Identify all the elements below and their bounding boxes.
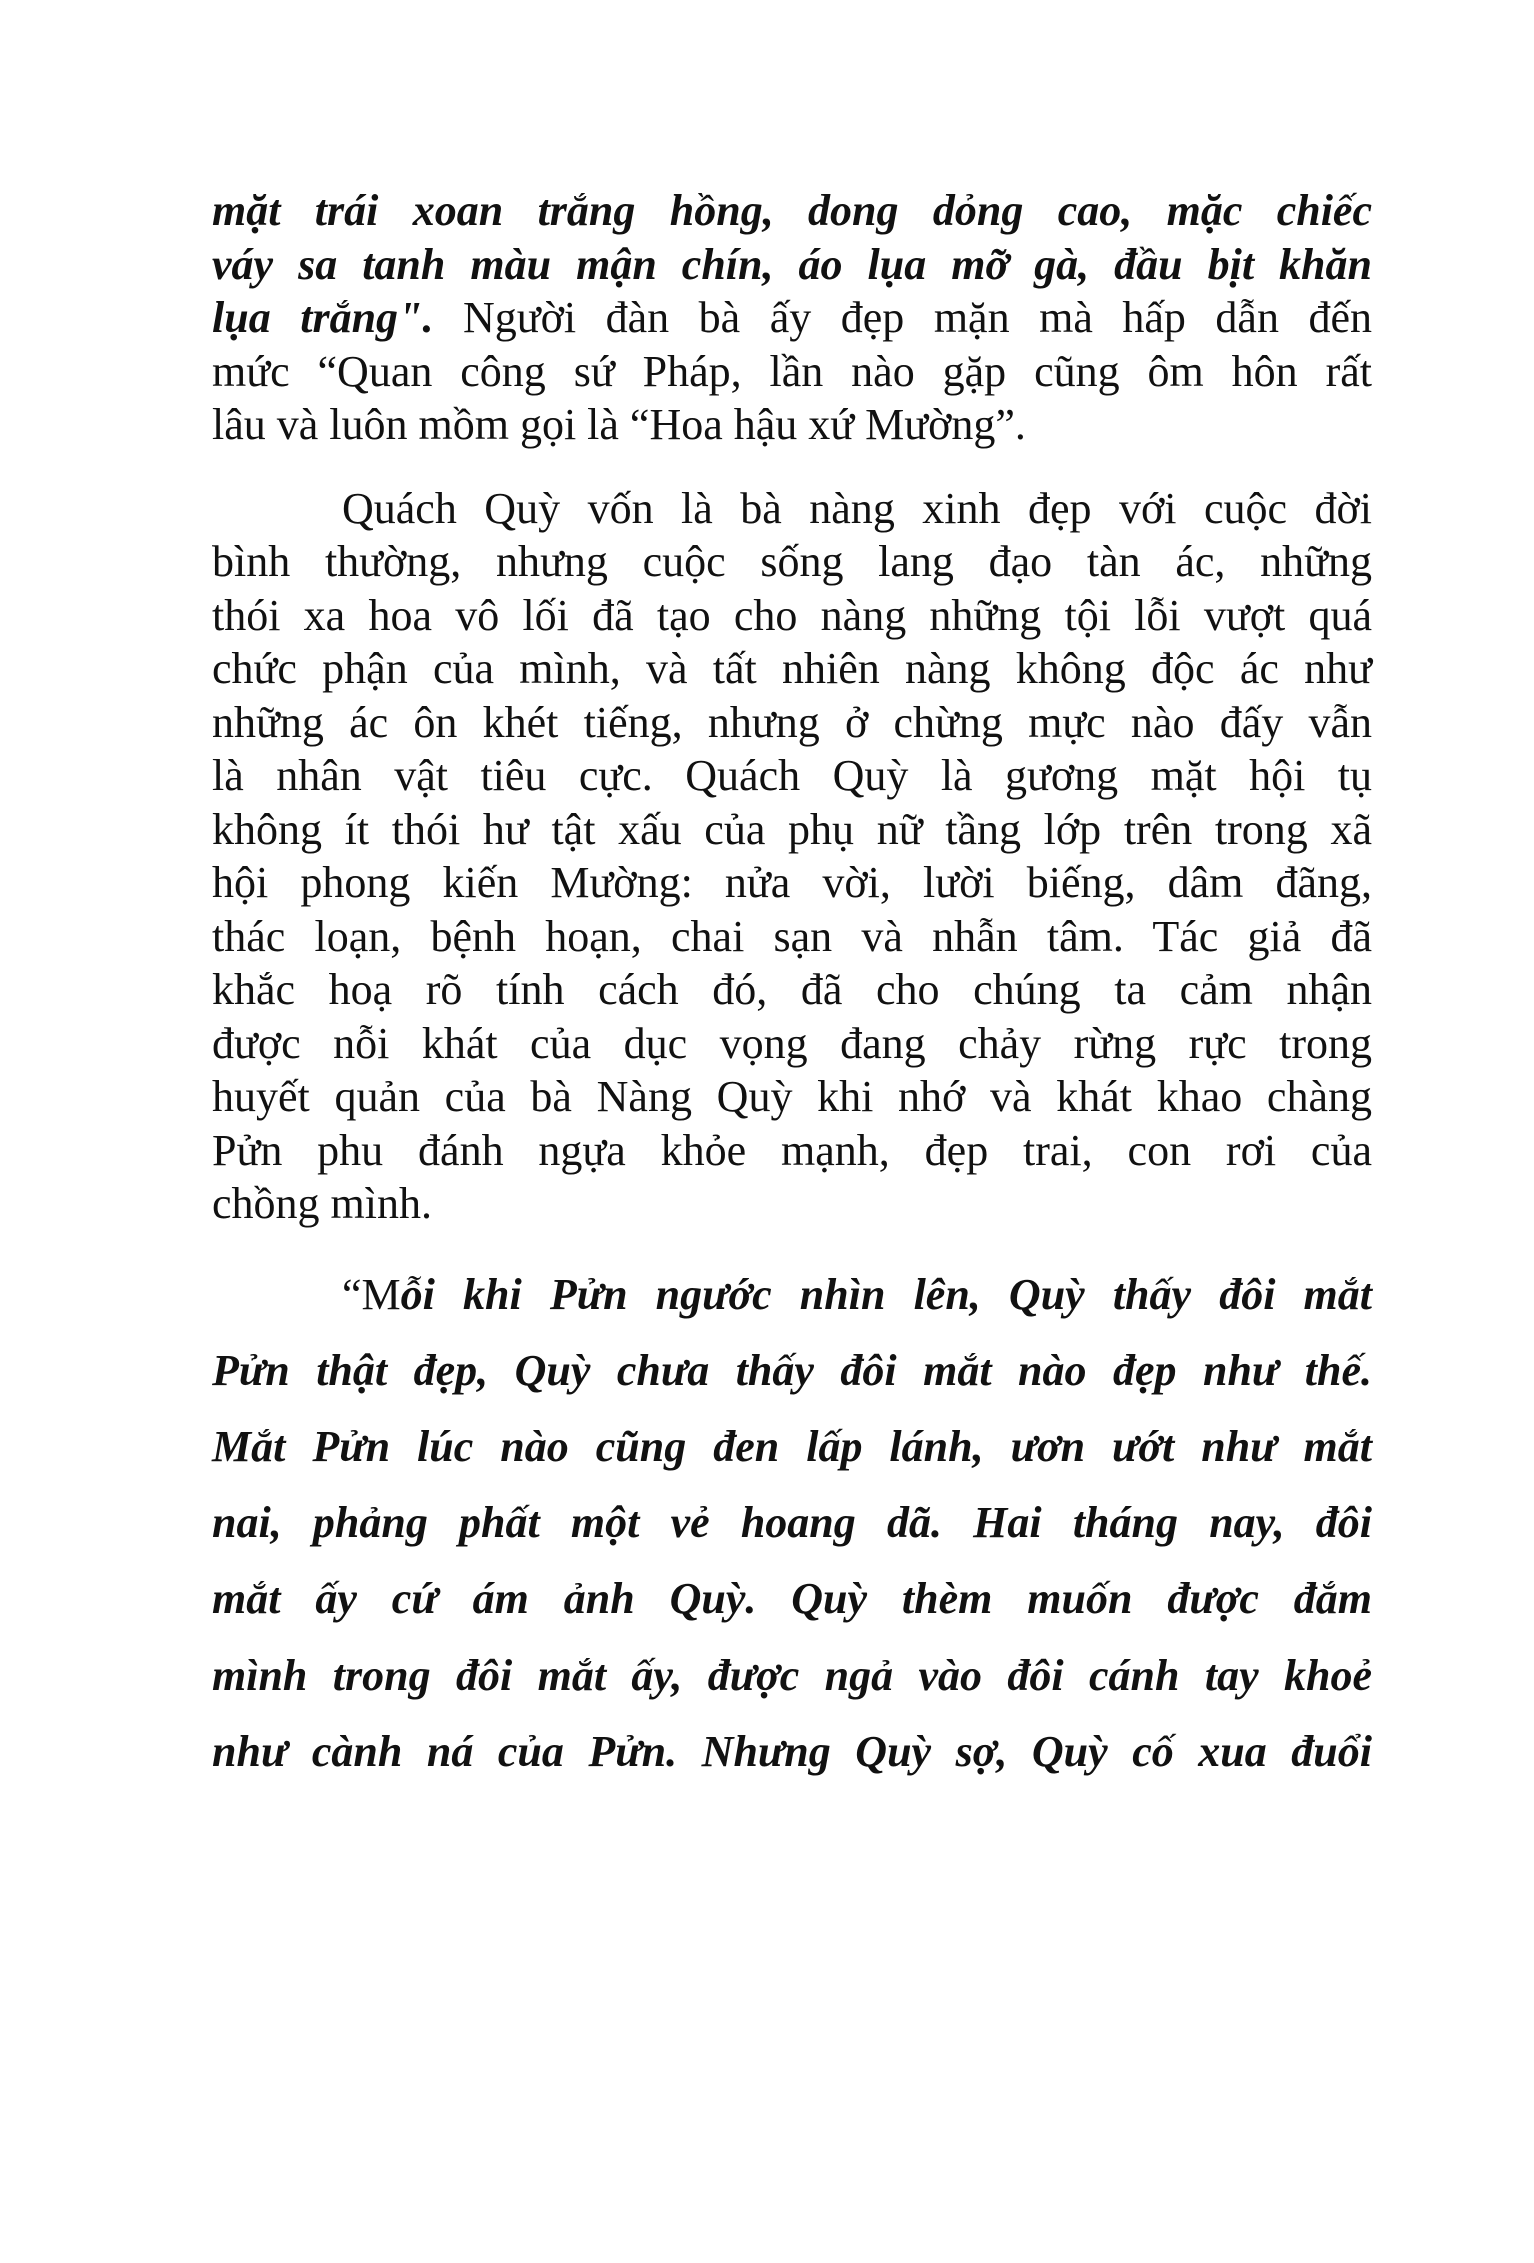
text-line: thác loạn, bệnh hoạn, chai sạn và nhẫn tâm. Tác giả đã bbox=[212, 911, 1372, 961]
paragraph-2 bbox=[212, 482, 1372, 1231]
text-line: không ít thói hư tật xấu của phụ nữ tầng lớp trên trong xã bbox=[212, 804, 1372, 854]
text-line: huyết quản của bà Nàng Quỳ khi nhớ và khát khao chàng bbox=[212, 1072, 1372, 1121]
italic-quote-end: lụa trắng". bbox=[212, 293, 434, 342]
text-line: là nhân vật tiêu cực. Quách Quỳ là gương mặt hội tụ bbox=[212, 751, 1372, 800]
text-line: mắt ấy cứ ám ảnh Quỳ. Quỳ thèm muốn được đắm bbox=[212, 1574, 1372, 1624]
text-line: chồng mình. bbox=[212, 1179, 432, 1228]
text-line: được nỗi khát của dục vọng đang chảy rừng rực trong bbox=[212, 1018, 1372, 1068]
text-segment: ỗi khi Pửn ngước nhìn lên, Quỳ thấy đôi mắt bbox=[400, 1269, 1372, 1319]
quote-open: “M bbox=[342, 1269, 401, 1319]
text-line: Pửn phu đánh ngựa khỏe mạnh, đẹp trai, con rơi của bbox=[212, 1125, 1372, 1175]
text-line: thói xa hoa vô lối đã tạo cho nàng những tội lỗi vượt quá bbox=[212, 590, 1372, 640]
text-line: váy sa tanh màu mận chín, áo lụa mỡ gà, đầu bịt khăn bbox=[212, 239, 1372, 289]
text-line: bình thường, nhưng cuộc sống lang đạo tàn ác, những bbox=[212, 537, 1372, 586]
text-line: mức “Quan công sứ Pháp, lần nào gặp cũng ôm hôn rất bbox=[212, 346, 1372, 396]
book-page bbox=[212, 170, 1372, 1790]
text-line: nai, phảng phất một vẻ hoang dã. Hai tháng nay, đôi bbox=[212, 1498, 1372, 1548]
text-line: hội phong kiến Mường: nửa vời, lười biếng, dâm đãng, bbox=[212, 858, 1372, 907]
text-segment: Người đàn bà ấy đẹp mặn mà hấp dẫn đến bbox=[433, 293, 1372, 342]
text-line: Quách Quỳ vốn là bà nàng xinh đẹp với cuộc đời bbox=[342, 483, 1372, 533]
text-line: Pửn thật đẹp, Quỳ chưa thấy đôi mắt nào đẹp như thế. bbox=[212, 1345, 1372, 1395]
text-line: Mắt Pửn lúc nào cũng đen lấp lánh, ươn ướt như mắt bbox=[212, 1421, 1372, 1471]
text-line: lâu và luôn mồm gọi là “Hoa hậu xứ Mường”. bbox=[212, 400, 1026, 449]
text-line: những ác ôn khét tiếng, nhưng ở chừng mực nào đấy vẫn bbox=[212, 697, 1372, 747]
paragraph-3-quote bbox=[212, 1257, 1372, 1790]
text-line bbox=[212, 291, 1372, 345]
text-line: chức phận của mình, và tất nhiên nàng không độc ác như bbox=[212, 644, 1372, 693]
text-line: như cành ná của Pửn. Nhưng Quỳ sợ, Quỳ cố xua đuổi bbox=[212, 1726, 1372, 1776]
paragraph-1 bbox=[212, 184, 1372, 452]
text-line: mặt trái xoan trắng hồng, dong dỏng cao, mặc chiếc bbox=[212, 186, 1372, 235]
text-line: khắc hoạ rõ tính cách đó, đã cho chúng ta cảm nhận bbox=[212, 965, 1372, 1014]
text-line: mình trong đôi mắt ấy, được ngả vào đôi cánh tay khoẻ bbox=[212, 1650, 1372, 1700]
text-line bbox=[212, 1257, 1372, 1333]
